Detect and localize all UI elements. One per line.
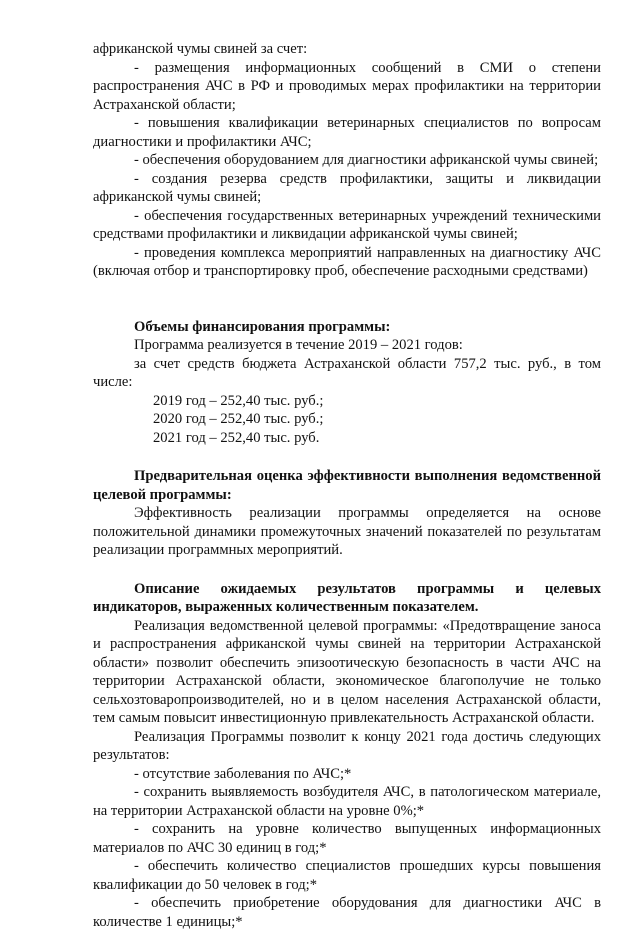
results-item-detection: - сохранить выявляемость возбудителя АЧС, в патологическом материале, на территории Астраханской области на уровне 0%;*	[93, 784, 601, 819]
document-page	[93, 40, 601, 931]
funding-budget: за счет средств бюджета Астраханской области 757,2 тыс. руб., в том числе:	[93, 355, 601, 390]
results-item-materials: - сохранить на уровне количество выпущенных информационных материалов по АЧС 30 единиц в год;*	[93, 821, 601, 856]
results-paragraph-2: Реализация Программы позволит к концу 2021 года достичь следующих результатов:	[93, 728, 601, 763]
efficiency-heading: Предварительная оценка эффективности выполнения ведомственной целевой программы:	[93, 468, 601, 503]
funding-heading: Объемы финансирования программы:	[134, 318, 391, 335]
spacer	[93, 560, 601, 580]
intro-lead: африканской чумы свиней за счет:	[93, 41, 308, 57]
intro-item-training: - повышения квалификации ветеринарных специалистов по вопросам диагностики и профилактики АЧС;	[93, 115, 601, 150]
spacer	[93, 281, 601, 318]
spacer	[93, 447, 601, 467]
results-heading: Описание ожидаемых результатов программы и целевых индикаторов, выраженных количественным показателем.	[93, 580, 601, 615]
intro-item-equipment: - обеспечения оборудованием для диагностики африканской чумы свиней;	[134, 152, 599, 168]
intro-item-reserve: - создания резерва средств профилактики, защиты и ликвидации африканской чумы свиней;	[93, 170, 601, 205]
results-item-no-disease: - отсутствие заболевания по АЧС;*	[134, 765, 352, 782]
funding-year-2019: 2019 год – 252,40 тыс. руб.;	[153, 392, 324, 409]
funding-year-2021: 2021 год – 252,40 тыс. руб.	[153, 429, 320, 446]
funding-year-2020: 2020 год – 252,40 тыс. руб.;	[153, 411, 324, 427]
results-item-equipment: - обеспечить приобретение оборудования для диагностики АЧС в количестве 1 единицы;*	[93, 895, 601, 930]
efficiency-text: Эффективность реализации программы определяется на основе положительной динамики промежуточных значений показателей по результатам реализации программных мероприятий.	[93, 505, 601, 558]
results-paragraph-1: Реализация ведомственной целевой программы: «Предотвращение заноса и распространения африканской чумы свиней на территории Астраханской области» позволит обеспечить эпизоотическую безопасность в части АЧС на территории Астраханской области, экономическое благополучие не только сельхозтоваропроизводителей, но и в целом населения Астраханской области, тем самым повысит инвестиционную привлекательность Астраханской области.	[93, 617, 601, 726]
results-item-specialists: - обеспечить количество специалистов прошедших курсы повышения квалификации до 50 человек в год;*	[93, 858, 601, 893]
intro-item-diagnostics: - проведения комплекса мероприятий направленных на диагностику АЧС (включая отбор и транспортировку проб, обеспечение расходными средствами)	[93, 244, 601, 279]
intro-item-media: - размещения информационных сообщений в СМИ о степени распространения АЧС в РФ и проводимых мерах профилактики на территории Астраханской области;	[93, 59, 601, 113]
intro-item-technical: - обеспечения государственных ветеринарных учреждений техническими средствами профилактики и ликвидации африканской чумы свиней;	[93, 207, 601, 242]
funding-period: Программа реализуется в течение 2019 – 2021 годов:	[134, 337, 463, 353]
